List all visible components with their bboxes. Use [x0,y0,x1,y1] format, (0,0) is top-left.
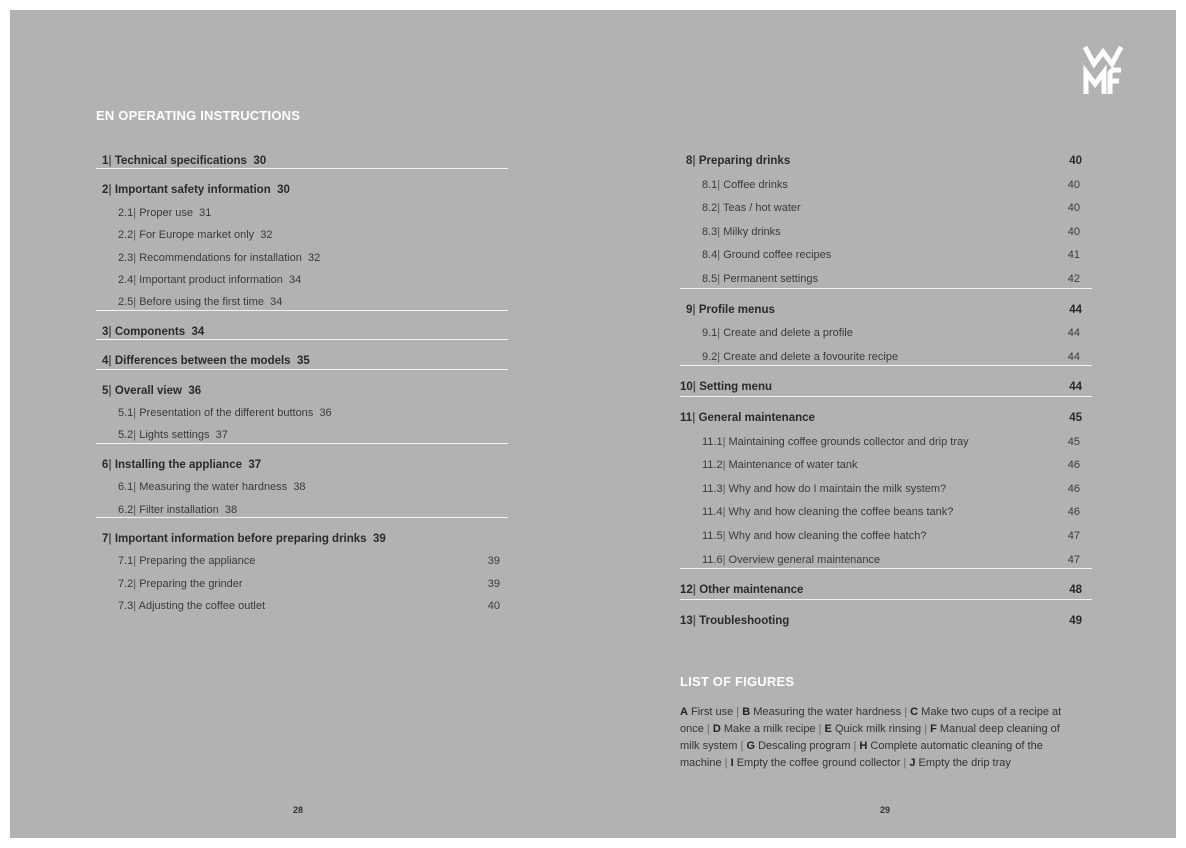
toc-number: 11.6 [702,553,723,566]
toc-separator [680,568,1092,569]
figure-title: Empty the coffee ground collector [736,757,901,769]
toc-divider: | [692,303,699,316]
toc-page: 39 [487,555,500,568]
toc-page: 46 [1067,482,1080,495]
toc-page: 41 [1067,249,1080,262]
toc-page: 40 [1067,178,1080,191]
toc-number: 6.2 [118,503,134,516]
toc-entry [702,223,781,241]
toc-page: 38 [224,503,238,516]
toc-section [680,480,1092,498]
toc-divider: | [717,327,724,340]
toc-page: 39 [487,577,500,590]
toc-entry [118,271,301,289]
figure-item [746,740,850,752]
toc-number: 6 [102,458,109,471]
toc-number: 8 [686,155,693,167]
figure-letter: H [859,740,868,752]
toc-title: Important information before preparing drinks [114,533,367,545]
toc-entry [702,456,858,474]
toc-section [96,404,508,422]
toc-separator [680,288,1092,289]
toc-section [96,597,508,615]
toc-section [680,348,1092,366]
toc-page: 31 [199,206,212,219]
list-of-figures-heading: LIST OF FIGURES [680,674,795,689]
toc-title: Create and delete a fovourite recipe [723,350,899,363]
page-number-right: 29 [880,805,891,815]
toc-separator [96,443,508,444]
toc-divider: | [722,553,729,566]
toc-title: Adjusting the coffee outlet [138,600,265,613]
toc-divider: | [133,503,140,516]
toc-section [680,456,1092,474]
toc-page: 47 [1067,530,1080,542]
toc-title: Proper use [139,206,194,219]
toc-divider: | [722,506,729,519]
toc-number: 2 [102,184,109,197]
toc-number: 7.3 [118,600,134,613]
toc-entry [686,301,775,319]
toc-number: 11 [680,412,693,424]
toc-number: 7.2 [118,577,134,590]
toc-page: 30 [253,155,267,167]
figure-title: Complete automatic cleaning of the machine [680,740,1043,769]
toc-divider: | [108,458,115,471]
figure-letter: D [712,723,721,735]
toc-number: 2.1 [118,206,134,219]
toc-page: 46 [1067,506,1080,519]
toc-number: 8.3 [702,225,718,238]
toc-page: 36 [319,407,332,419]
toc-section [96,249,508,267]
toc-title: Maintaining coffee grounds collector and drip tray [728,435,969,448]
toc-number: 12 [680,584,693,597]
toc-page: 32 [307,251,321,264]
toc-number: 4 [102,355,109,368]
figure-divider: | [733,706,743,718]
figure-item [680,706,733,718]
figure-letter: J [909,757,916,769]
toc-chapter [96,152,508,170]
toc-divider: | [108,184,115,197]
toc-divider: | [133,229,140,242]
toc-number: 5.1 [118,407,134,419]
toc-title: Presentation of the different buttons [139,407,314,419]
toc-divider: | [133,600,139,613]
toc-section [680,199,1092,217]
toc-section [680,503,1092,521]
toc-title: Ground coffee recipes [723,249,832,262]
toc-entry [118,597,265,615]
toc-section [96,271,508,289]
toc-page: 36 [188,384,202,397]
toc-entry [686,152,790,170]
toc-number: 2.2 [118,229,134,242]
toc-number: 3 [102,325,109,338]
toc-chapter [96,323,508,341]
toc-divider: | [717,249,724,262]
toc-title: Recommendations for installation [139,251,302,264]
figure-divider: | [721,757,731,769]
figure-letter: F [930,723,937,735]
toc-divider: | [108,355,115,368]
page-number-left: 28 [293,805,304,815]
toc-entry [702,324,853,342]
toc-divider: | [133,274,140,286]
toc-entry [702,480,946,498]
toc-title: Before using the first time [139,296,264,309]
toc-divider: | [722,459,729,472]
toc-page: 32 [260,229,273,242]
toc-entry [702,527,926,545]
toc-number: 5 [102,384,109,397]
toc-entry [102,530,386,548]
toc-number: 8.4 [702,249,718,262]
toc-entry [118,552,255,570]
toc-section [96,478,508,496]
toc-title: General maintenance [698,412,815,424]
figure-item [909,757,1011,769]
toc-page: 37 [215,429,228,442]
toc-entry [680,612,789,630]
toc-title: Filter installation [139,503,219,516]
toc-number: 9 [686,303,693,316]
toc-section [680,223,1092,241]
toc-divider: | [692,584,700,597]
toc-number: 9.1 [702,327,718,340]
toc-section [96,552,508,570]
toc-title: Technical specifications [114,155,247,167]
toc-divider: | [692,614,700,627]
toc-separator [96,310,508,311]
toc-number: 2.3 [118,251,134,264]
toc-title: Troubleshooting [699,614,790,627]
figure-divider: | [703,723,713,735]
figure-letter: E [824,723,832,735]
toc-page: 34 [289,274,302,286]
toc-page: 49 [1069,614,1082,627]
toc-title: Preparing the appliance [139,555,256,568]
toc-title: Lights settings [139,429,210,442]
toc-page: 44 [1067,327,1080,340]
toc-title: Measuring the water hardness [139,481,288,494]
figure-item [742,706,901,718]
toc-divider: | [692,155,699,167]
toc-divider: | [717,350,724,363]
toc-right-column [680,152,1092,632]
toc-chapter [96,352,508,370]
toc-title: Important product information [139,274,283,286]
figure-title: Make a milk recipe [723,723,816,735]
toc-divider: | [133,251,140,264]
toc-entry [702,503,953,521]
toc-separator [680,365,1092,366]
toc-chapter [680,301,1092,319]
toc-section [680,551,1092,569]
toc-page: 40 [1069,155,1082,167]
toc-page: 30 [277,184,290,197]
toc-section [680,270,1092,288]
figure-letter: A [680,706,688,718]
toc-divider: | [108,533,115,545]
figure-divider: | [901,706,911,718]
toc-title: Preparing the grinder [139,577,243,590]
toc-entry [702,246,831,264]
toc-separator [680,396,1092,397]
toc-entry [118,575,243,593]
toc-title: Permanent settings [723,273,818,285]
toc-entry [702,348,898,366]
toc-chapter [96,181,508,199]
toc-title: Overall view [114,384,182,397]
toc-page: 46 [1067,459,1080,472]
figure-title: Measuring the water hardness [753,706,902,718]
toc-entry [702,551,880,569]
figure-letter: B [742,706,751,718]
toc-entry [680,581,803,599]
toc-number: 7 [102,533,109,545]
toc-section [680,527,1092,545]
toc-page: 44 [1069,303,1082,316]
toc-divider: | [133,296,140,309]
toc-separator [96,517,508,518]
figure-divider: | [815,723,825,735]
toc-title: Overview general maintenance [728,553,881,566]
toc-divider: | [717,202,724,215]
figure-item [731,757,901,769]
toc-number: 2.5 [118,296,134,309]
toc-title: Why and how do I maintain the milk system? [728,482,947,495]
toc-divider: | [692,381,700,394]
toc-title: Differences between the models [114,355,291,368]
toc-page: 47 [1067,553,1080,566]
toc-chapter [96,456,508,474]
toc-entry [118,293,282,311]
toc-number: 10 [680,381,693,394]
toc-page: 35 [296,355,310,368]
figure-letter: C [910,706,919,718]
toc-title: Important safety information [114,184,271,197]
toc-section [680,433,1092,451]
toc-entry [702,270,818,288]
toc-entry [102,456,261,474]
toc-entry [118,249,320,267]
toc-page: 48 [1069,584,1082,597]
toc-divider: | [108,325,115,338]
list-of-figures [680,704,1080,772]
toc-section [680,246,1092,264]
toc-title: Profile menus [698,303,775,316]
toc-number: 1 [102,155,109,167]
toc-section [96,204,508,222]
toc-entry [118,478,306,496]
toc-title: Create and delete a profile [723,327,853,340]
toc-divider: | [692,412,699,424]
toc-entry [702,176,788,194]
toc-entry [118,204,211,222]
toc-entry [680,409,815,427]
toc-entry [118,404,332,422]
toc-chapter [680,612,1092,630]
toc-page: 42 [1067,273,1080,285]
figure-title: First use [691,706,734,718]
toc-divider: | [722,482,729,495]
toc-page: 39 [372,533,386,545]
toc-number: 9.2 [702,350,718,363]
toc-divider: | [133,555,140,568]
toc-divider: | [108,155,115,167]
toc-divider: | [722,530,729,542]
toc-title: Maintenance of water tank [728,459,858,472]
toc-page: 34 [270,296,283,309]
toc-number: 11.1 [702,435,723,448]
toc-entry [118,426,228,444]
toc-entry [102,382,201,400]
toc-divider: | [717,225,724,238]
toc-entry [102,181,290,199]
toc-chapter [680,409,1092,427]
toc-section [96,426,508,444]
toc-divider: | [133,429,140,442]
toc-number: 11.5 [702,530,723,542]
toc-title: Teas / hot water [723,202,801,215]
toc-number: 11.2 [702,459,723,472]
toc-page: 34 [191,325,205,338]
toc-entry [702,433,969,451]
toc-title: Installing the appliance [114,458,242,471]
toc-title: Setting menu [699,381,773,394]
figure-title: Descaling program [758,740,851,752]
toc-section [96,226,508,244]
toc-page: 44 [1067,350,1080,363]
figure-divider: | [900,757,910,769]
toc-divider: | [133,481,140,494]
toc-page: 45 [1067,435,1080,448]
figure-item [713,723,816,735]
toc-entry [118,226,273,244]
toc-chapter [96,530,508,548]
figure-item [825,723,922,735]
toc-entry [702,199,801,217]
toc-number: 6.1 [118,481,134,494]
figure-title: Empty the drip tray [918,757,1011,769]
toc-separator [96,369,508,370]
toc-divider: | [133,206,140,219]
toc-section [96,501,508,519]
toc-number: 13 [680,614,693,627]
toc-entry [680,378,772,396]
toc-page: 40 [1067,202,1080,215]
toc-number: 11.4 [702,506,723,519]
figure-divider: | [850,740,860,752]
toc-page: 45 [1069,412,1082,424]
toc-title: Why and how cleaning the coffee beans tank? [728,506,954,519]
figure-divider: | [921,723,931,735]
figure-divider: | [737,740,747,752]
toc-section [680,176,1092,194]
toc-number: 8.2 [702,202,718,215]
figure-letter: G [746,740,755,752]
toc-page: 38 [293,481,306,494]
toc-title: Components [114,325,186,338]
toc-title: Preparing drinks [698,155,791,167]
toc-number: 8.1 [702,178,718,191]
toc-number: 8.5 [702,273,718,285]
toc-title: For Europe market only [139,229,255,242]
toc-page: 40 [1067,225,1080,238]
toc-title: Coffee drinks [723,178,788,191]
toc-section [96,575,508,593]
toc-chapter [680,378,1092,396]
toc-number: 7.1 [118,555,134,568]
wmf-logo [1083,44,1123,96]
toc-entry [102,323,204,341]
toc-separator [680,599,1092,600]
toc-left-column [96,152,508,632]
toc-entry [118,501,237,519]
toc-divider: | [717,178,724,191]
toc-section [680,324,1092,342]
toc-number: 5.2 [118,429,134,442]
toc-page: 37 [248,458,262,471]
document-heading: EN OPERATING INSTRUCTIONS [96,108,301,123]
figure-letter: I [730,757,734,769]
toc-number: 2.4 [118,274,134,286]
toc-section [96,293,508,311]
figure-title: Make two cups of a recipe at once [680,706,1062,735]
toc-divider: | [717,273,724,285]
figure-title: Quick milk rinsing [834,723,922,735]
toc-divider: | [108,384,115,397]
toc-title: Milky drinks [723,225,781,238]
toc-chapter [96,382,508,400]
toc-separator [96,168,508,169]
toc-entry [102,152,266,170]
toc-entry [102,352,310,370]
toc-divider: | [133,577,140,590]
toc-chapter [680,581,1092,599]
toc-page: 44 [1069,381,1082,394]
toc-divider: | [722,435,729,448]
toc-separator [96,339,508,340]
toc-divider: | [133,407,140,419]
toc-chapter [680,152,1092,170]
toc-page: 40 [487,600,500,613]
toc-title: Why and how cleaning the coffee hatch? [728,530,927,542]
toc-number: 11.3 [702,482,723,495]
figure-title: Manual deep cleaning of milk system [680,723,1060,752]
toc-title: Other maintenance [699,584,804,597]
